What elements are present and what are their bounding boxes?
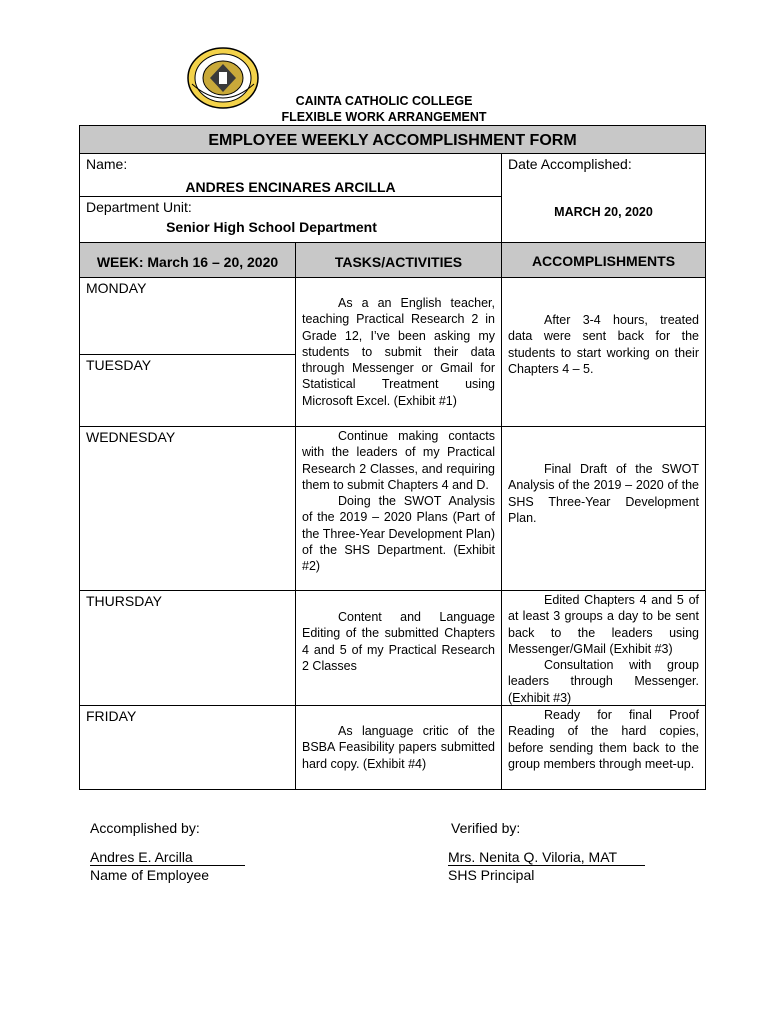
department-label: Department Unit: bbox=[86, 199, 192, 215]
department-cell bbox=[79, 196, 502, 243]
tasks-header bbox=[295, 242, 502, 278]
thu-task-cell bbox=[295, 590, 502, 706]
week-header bbox=[79, 242, 296, 278]
task-text: Content and Language Editing of the submitted Chapters 4 and 5 of my Practical Research 2 Classes bbox=[302, 610, 495, 673]
department-value: Senior High School Department bbox=[166, 219, 377, 235]
accomplishment-text: Edited Chapters 4 and 5 of at least 3 groups a day to be sent back to the leaders using Messenger/GMail (Exhibit #3) bbox=[508, 593, 699, 656]
monday-cell bbox=[79, 277, 296, 355]
employee-signature-text: Andres E. Arcilla bbox=[90, 849, 193, 865]
verifier-role-label: SHS Principal bbox=[448, 867, 535, 883]
tuesday-cell bbox=[79, 354, 296, 427]
program-name: FLEXIBLE WORK ARRANGEMENT bbox=[281, 110, 487, 124]
accomplishments-header bbox=[501, 242, 706, 278]
day-label-monday: MONDAY bbox=[86, 280, 147, 296]
date-cell bbox=[501, 153, 706, 243]
task-text: As language critic of the BSBA Feasibility papers submitted hard copy. (Exhibit #4) bbox=[302, 724, 495, 771]
wednesday-cell bbox=[79, 426, 296, 591]
name-cell bbox=[79, 153, 502, 197]
employee-role-label: Name of Employee bbox=[90, 867, 210, 883]
fri-accomplishment-cell bbox=[501, 705, 706, 790]
form-title: EMPLOYEE WEEKLY ACCOMPLISHMENT FORM bbox=[79, 125, 706, 154]
day-label-tuesday: TUESDAY bbox=[86, 357, 152, 373]
date-label: Date Accomplished: bbox=[508, 156, 632, 172]
employee-name-value: ANDRES ENCINARES ARCILLA bbox=[185, 179, 396, 195]
verifier-signature-name bbox=[448, 850, 645, 866]
mon-tue-task-cell bbox=[295, 277, 502, 427]
task-text: As a an English teacher, teaching Practical Research 2 in Grade 12, I’ve been asking my students to submit their data through Messenger or Gmail for Statistical Treatment using Microsoft Excel. (Exhibit #1) bbox=[302, 296, 495, 408]
mon-tue-accomplishment-cell bbox=[501, 277, 706, 427]
accomplishment-text: Final Draft of the SWOT Analysis of the 2019 – 2020 of the SHS Three-Year Development Plan. bbox=[508, 462, 699, 525]
fri-task-cell bbox=[295, 705, 502, 790]
tasks-header-text: TASKS/ACTIVITIES bbox=[334, 254, 463, 270]
verifier-signature-text: Mrs. Nenita Q. Viloria, MAT bbox=[448, 849, 618, 865]
accomplishment-text: Consultation with group leaders through Messenger. (Exhibit #3) bbox=[508, 658, 699, 705]
task-text: Continue making contacts with the leaders of my Practical Research 2 Classes, and requiring them to submit Chapters 4 and D. bbox=[302, 429, 495, 492]
name-label: Name: bbox=[86, 156, 128, 172]
wed-task-cell bbox=[295, 426, 502, 591]
verified-by-label: Verified by: bbox=[451, 820, 521, 836]
day-label-wednesday: WEDNESDAY bbox=[86, 429, 176, 445]
week-header-text: WEEK: March 16 – 20, 2020 bbox=[96, 254, 279, 270]
thursday-cell bbox=[79, 590, 296, 706]
accomplished-by-label: Accomplished by: bbox=[90, 820, 200, 836]
day-label-thursday: THURSDAY bbox=[86, 593, 162, 609]
employee-signature-name bbox=[90, 850, 245, 866]
friday-cell bbox=[79, 705, 296, 790]
date-value: MARCH 20, 2020 bbox=[554, 205, 653, 219]
task-text: Doing the SWOT Analysis of the 2019 – 2020 Plans (Part of the Three-Year Development Plan) of the SHS Department. (Exhibit #2) bbox=[302, 494, 495, 574]
school-name: CAINTA CATHOLIC COLLEGE bbox=[295, 94, 473, 108]
accomplishment-text: After 3-4 hours, treated data were sent back for the students to start working on their Chapters 4 – 5. bbox=[508, 313, 699, 376]
accomplishment-text: Ready for final Proof Reading of the hard copies, before sending them back to the group members through meet-up. bbox=[508, 708, 699, 771]
wed-accomplishment-cell bbox=[501, 426, 706, 591]
accomplishments-header-text: ACCOMPLISHMENTS bbox=[531, 253, 676, 269]
thu-accomplishment-cell bbox=[501, 590, 706, 706]
day-label-friday: FRIDAY bbox=[86, 708, 137, 724]
